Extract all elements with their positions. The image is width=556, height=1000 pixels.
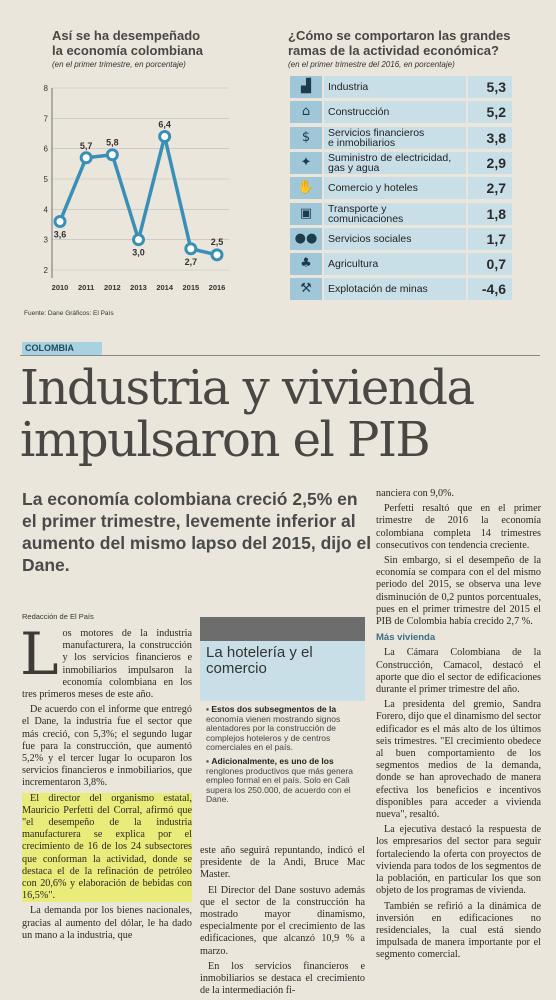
col2-paragraph-3: En los servicios financieros e inmobiliarios se destaca el crecimiento de la intermediación fi- [200, 960, 365, 997]
column-2 [200, 845, 365, 1000]
x-tick-label: 2010 [51, 283, 69, 292]
sector-label: Agricultura [324, 253, 466, 275]
y-tick-label: 5 [43, 175, 48, 184]
sector-row [290, 177, 512, 199]
data-label: 3,6 [53, 229, 67, 240]
left-chart-subtitle: (en el primer trimestre, en porcentaje) [52, 60, 186, 69]
sector-label: Comercio y hoteles [324, 177, 466, 199]
sector-label: Construcción [324, 101, 466, 123]
money-bag-icon: $ [290, 127, 322, 149]
y-tick-label: 7 [43, 114, 48, 124]
x-tick-label: 2016 [208, 283, 226, 292]
sector-value: 5,3 [468, 76, 512, 98]
sector-value: 3,8 [468, 127, 512, 149]
lightbulb-icon: ✦ [290, 152, 322, 174]
x-tick-label: 2011 [78, 283, 95, 292]
miner-icon: ⚒ [290, 278, 322, 300]
sector-row [290, 278, 512, 300]
y-tick-label: 6 [43, 144, 48, 154]
right-chart-subtitle: (en el primer trimestre del 2016, en porcentaje) [288, 60, 455, 69]
sector-label: Suministro de electricidad, gas y agua [324, 152, 466, 174]
sector-label: Industria [324, 76, 466, 98]
col1-paragraph-1: os motores de la industria manufacturera, la construcción y los servicios financieros e inmobiliarios impulsaron la economía colombiana en los tres primeros meses de este año. [22, 628, 192, 701]
column-1 [20, 620, 192, 945]
col3-paragraph-6: La ejecutiva destacó la respuesta de los empresarios del sector para seguir fortaleciendo la oferta con proyectos de vivienda para todos de los segmentos de la población, en particular los que son objeto de los programas de vivienda. [376, 824, 541, 897]
section-rule [20, 355, 540, 356]
data-point [212, 250, 222, 260]
sector-value: 0,7 [468, 253, 512, 275]
sector-row [290, 152, 512, 174]
sector-row [290, 127, 512, 149]
chart-source: Fuente: Dane Gráficos: El País [24, 310, 114, 317]
sector-row [290, 203, 512, 225]
x-tick-label: 2013 [130, 283, 147, 292]
sidebar-box-paragraph-1: ▪ Estos dos subsegmentos de la economía vienen mostrando signos alentadores por la construcción de complejos hoteleros y de centros comerciales en el país. [206, 704, 341, 753]
sector-row [290, 101, 512, 123]
y-tick-label: 2 [43, 266, 48, 275]
data-point [186, 244, 196, 254]
data-point [134, 235, 144, 245]
data-point [55, 216, 65, 226]
handshake-icon: ✋ [290, 177, 322, 199]
factory-icon: ▟ [290, 76, 322, 98]
x-tick-label: 2014 [156, 283, 174, 292]
y-tick-label: 4 [43, 205, 48, 215]
building-icon: ⌂ [290, 101, 322, 123]
sector-value: 2,7 [468, 177, 512, 199]
sidebar-box-lead-1: Estos dos subsegmentos de la [211, 704, 337, 714]
sector-value: 5,2 [468, 101, 512, 123]
col2-paragraph-2: El Director del Dane sostuvo además que el sector de la construcción ha mostrado mayor dinamismo, especialmente por el crecimiento de las edificaciones, que alcanzó 10,9 % a marzo. [200, 884, 365, 957]
data-label: 6,4 [158, 119, 171, 130]
plant-icon: ♣ [290, 253, 322, 275]
col3-paragraph-1: nanciera con 9,0%. [376, 488, 455, 499]
sector-value: 1,8 [468, 203, 512, 225]
sector-value: 1,7 [468, 228, 512, 250]
y-tick-label: 3 [43, 235, 48, 245]
left-chart-title-2: la economía colombiana [52, 43, 203, 58]
col3-paragraph-4: La Cámara Colombiana de la Construcción, Camacol, destacó el aporte que dio el sector de edificaciones durante el primer trimestre del año. [376, 647, 541, 696]
column-3 [376, 488, 541, 965]
data-label: 5,7 [79, 140, 93, 151]
right-chart-title-1: ¿Cómo se comportaron las grandes [288, 28, 511, 43]
x-tick-label: 2012 [103, 283, 121, 292]
col3-paragraph-2: Perfetti resaltó que en el primer trimestre de 2016 la economía colombiana completa 14 trimestres consecutivos con tendencia creciente. [376, 503, 541, 551]
sector-label: Servicios sociales [324, 228, 466, 250]
headline-line-2: impulsaron el PIB [20, 412, 430, 468]
sidebar-box-text-1: economía vienen mostrando signos alentadores por la construcción de complejos hoteleros y de centros comerciales en el país. [206, 713, 341, 753]
data-label: 2,7 [184, 256, 198, 267]
sector-label: Servicios financieros e inmobiliarios [324, 127, 466, 149]
data-point [107, 150, 117, 160]
left-chart-title-1: Así se ha desempeñado [52, 28, 201, 43]
col1-paragraph-2: De acuerdo con el informe que entregó el Dane, la industria fue el sector que más creció, con 5,3%; el segundo lugar fue para la construcción, que aumentó 5,2% y el tercer lugar lo ocuparon los servicios financieros e inmobiliarios, que incrementaron 3,8%. [22, 704, 192, 789]
col1-paragraph-3: El director del organismo estatal, Mauricio Perfetti del Corral, afirmó que "el desempeño de la industria manufacturera se explica por el crecimiento de 16 de los 24 subsectores que conforman la actividad, donde se destaca el de la refinación de petróleo con 20,6% y elaboración de bebidas con 16,5%". [22, 792, 192, 902]
col3-paragraph-3: Sin embargo, si el desempeño de la economía se compara con el del mismo periodo del 2015, se observa una leve disminución de 0,2 puntos porcentuales, pues en el primer trimestre del 2015 el PIB de Colombia había crecido 2,7 %. [376, 555, 541, 628]
data-point [81, 153, 91, 163]
sidebar-box-title: La hotelería y el comercio [200, 641, 365, 701]
sidebar-box-text-2: renglones productivos que más genera empleo formal en el país. Solo en Cali supera los 250.000, de acuerdo con el Dane. [206, 765, 353, 805]
col3-paragraph-7: También se refirió a la dinámica de inversión en edificaciones no residenciales, la cual está siendo impulsada de manera importante por el segmento comercial. [376, 900, 541, 961]
sidebar-box-lead-2: Adicionalmente, es uno de los [211, 756, 334, 766]
col1-paragraph-4: La demanda por los bienes nacionales, gracias al aumento del dólar, le ha dado un mano a la industria, que [22, 905, 192, 941]
deck: La economía colombiana creció 2,5% en el primer trimestre, levemente inferior al aumento del mismo lapso del 2015, dijo el Dane. [22, 489, 372, 575]
sector-label: Transporte y comunicaciones [324, 203, 466, 225]
y-tick-label: 8 [43, 84, 48, 93]
sector-label: Explotación de minas [324, 278, 466, 300]
sidebar-box-paragraph-2: ▪ Adicionalmente, es uno de los renglones productivos que más genera empleo formal en el país. Solo en Cali supera los 250.000, de acuerdo con el Dane. [206, 756, 353, 805]
col3-paragraph-5: La presidenta del gremio, Sandra Forero, dijo que el dinamismo del sector edificador es el más alto de los últimos seis trimestres. "El crecimiento obedece al buen comportamiento de los segmentos medios de la demanda, donde se han aprovechado de manera efectiva los beneficios e incentivos disponibles para acceder a vivienda nueva", resaltó. [376, 699, 541, 821]
headline-line-1: Industria y vivienda [20, 360, 474, 416]
x-tick-label: 2015 [182, 283, 200, 292]
line-chart [22, 70, 282, 300]
section-tag: COLOMBIA [22, 342, 102, 355]
sector-value: -4,6 [468, 278, 512, 300]
sector-row [290, 76, 512, 98]
data-label: 2,5 [210, 236, 224, 247]
byline: Redacción de El País [22, 612, 94, 621]
sector-row [290, 253, 512, 275]
headline [20, 362, 540, 466]
col2-paragraph-1: este año seguirá repuntando, indicó el presidente de la Andi, Bruce Mac Master. [200, 845, 365, 881]
data-label: 5,8 [106, 137, 119, 148]
sidebar-box [200, 617, 365, 842]
drop-cap: L [20, 620, 59, 688]
col3-subhead: Más vivienda [376, 632, 436, 644]
data-point [160, 132, 170, 142]
right-chart-title-2: ramas de la actividad económica? [288, 43, 499, 58]
sidebar-box-bar [200, 617, 365, 641]
sector-value: 2,9 [468, 152, 512, 174]
bus-icon: ▣ [290, 203, 322, 225]
sector-row [290, 228, 512, 250]
people-icon: ●● [290, 228, 322, 250]
data-label: 3,0 [132, 247, 145, 258]
